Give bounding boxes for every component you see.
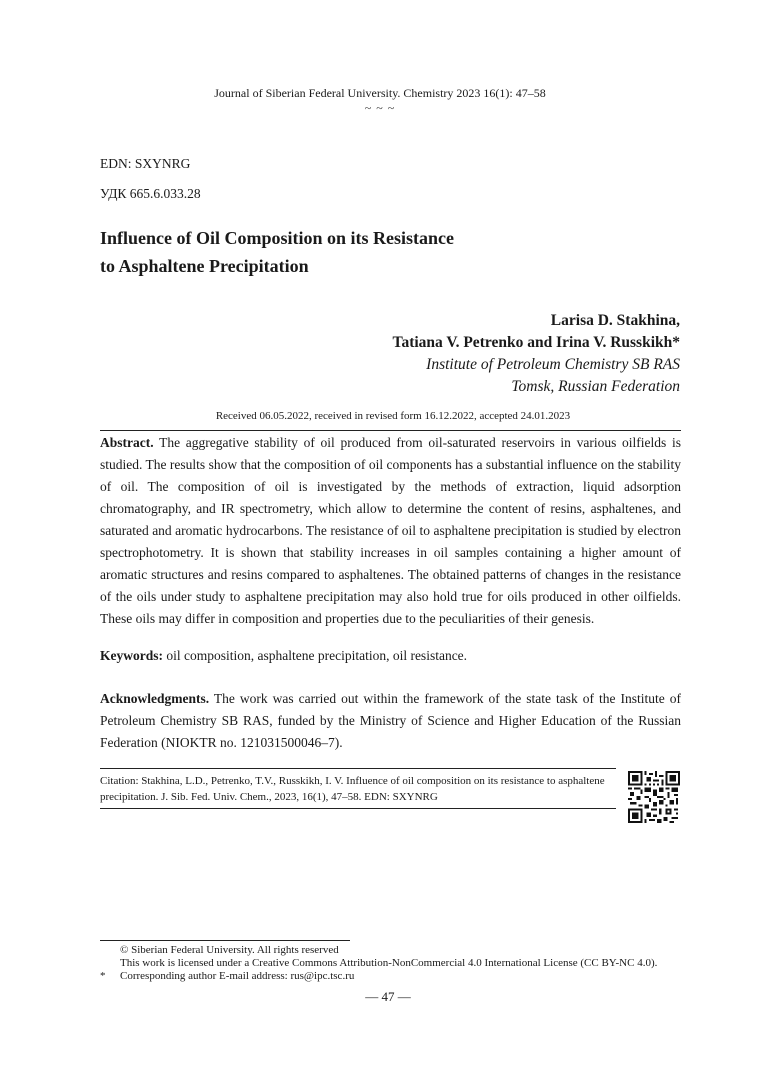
license-note: This work is licensed under a Creative Commons Attribution-NonCommercial 4.0 International License (CC BY-NC 4.0). xyxy=(120,957,658,969)
keywords xyxy=(100,645,681,667)
rule-top xyxy=(100,430,681,431)
authors-line-1: Larisa D. Stakhina, xyxy=(550,312,680,329)
footnote-star: * xyxy=(100,970,106,982)
abstract-text: The aggregative stability of oil produced from oil-saturated reservoirs in various oilfields is studied. The results show that the composition of oil components has a substantial influence on the stability of oil. The composition of oil is investigated by the methods of extraction, liquid adsorption chromatography, and IR spectrometry, which allow to determine the content of resins, asphaltenes, and saturated and aromatic hydrocarbons. The resistance of oil to asphaltene precipitation is studied by electron spectrophotometry. It is shown that stability increases in oil samples containing a higher amount of aromatic structures and resins compared to asphaltenes. The obtained patterns of changes in the resistance of the oils under study to asphaltene precipitation may also hold true for oils produced in other oilfields. These oils may differ in composition and properties due to the peculiarities of their genesis. xyxy=(100,435,681,626)
acknowledgments-label: Acknowledgments. xyxy=(100,691,210,706)
acknowledgments-text: The work was carried out within the framework of the state task of the Institute of Petroleum Chemistry SB RAS, funded by the Ministry of Science and Higher Education of the Russian Federation (NIOKTR no. 121031500046–7). xyxy=(100,691,681,750)
abstract xyxy=(100,432,681,630)
udk-code: УДК 665.6.033.28 xyxy=(100,186,201,201)
keywords-label: Keywords: xyxy=(100,648,163,663)
title-line-1: Influence of Oil Composition on its Resistance xyxy=(100,228,455,248)
received-dates: Received 06.05.2022, received in revised form 16.12.2022, accepted 24.01.2023 xyxy=(215,410,571,422)
corresponding-author-note: Corresponding author E-mail address: rus@ipc.tsc.ru xyxy=(120,970,355,982)
citation: Citation: Stakhina, L.D., Petrenko, T.V., Russkikh, I. V. Influence of oil composition on its resistance to asphaltene precipitation. J. Sib. Fed. Univ. Chem., 2023, 16(1), 47–58. EDN: SXYNRG xyxy=(100,775,605,803)
abstract-label: Abstract. xyxy=(100,435,154,450)
authors-line-2: Tatiana V. Petrenko and Irina V. Russkikh* xyxy=(392,334,680,351)
journal-header: Journal of Siberian Federal University. Chemistry 2023 16(1): 47–58 xyxy=(214,86,546,100)
rule-citation-bottom xyxy=(100,808,616,809)
affiliation: Institute of Petroleum Chemistry SB RAS xyxy=(426,356,680,373)
location: Tomsk, Russian Federation xyxy=(511,378,680,395)
footnote-rule xyxy=(100,940,350,941)
authors-block xyxy=(180,310,680,398)
copyright-note: © Siberian Federal University. All rights reserved xyxy=(120,944,339,956)
edn-code: EDN: SXYNRG xyxy=(100,156,191,171)
rule-citation-top xyxy=(100,768,616,769)
article-title xyxy=(100,224,620,280)
page-number: — 47 — xyxy=(365,989,411,1004)
header-ornament: ~ ~ ~ xyxy=(364,101,396,115)
title-line-2: to Asphaltene Precipitation xyxy=(100,256,309,276)
qr-code-icon xyxy=(627,771,681,823)
acknowledgments xyxy=(100,688,681,754)
keywords-text: oil composition, asphaltene precipitation, oil resistance. xyxy=(166,648,468,663)
